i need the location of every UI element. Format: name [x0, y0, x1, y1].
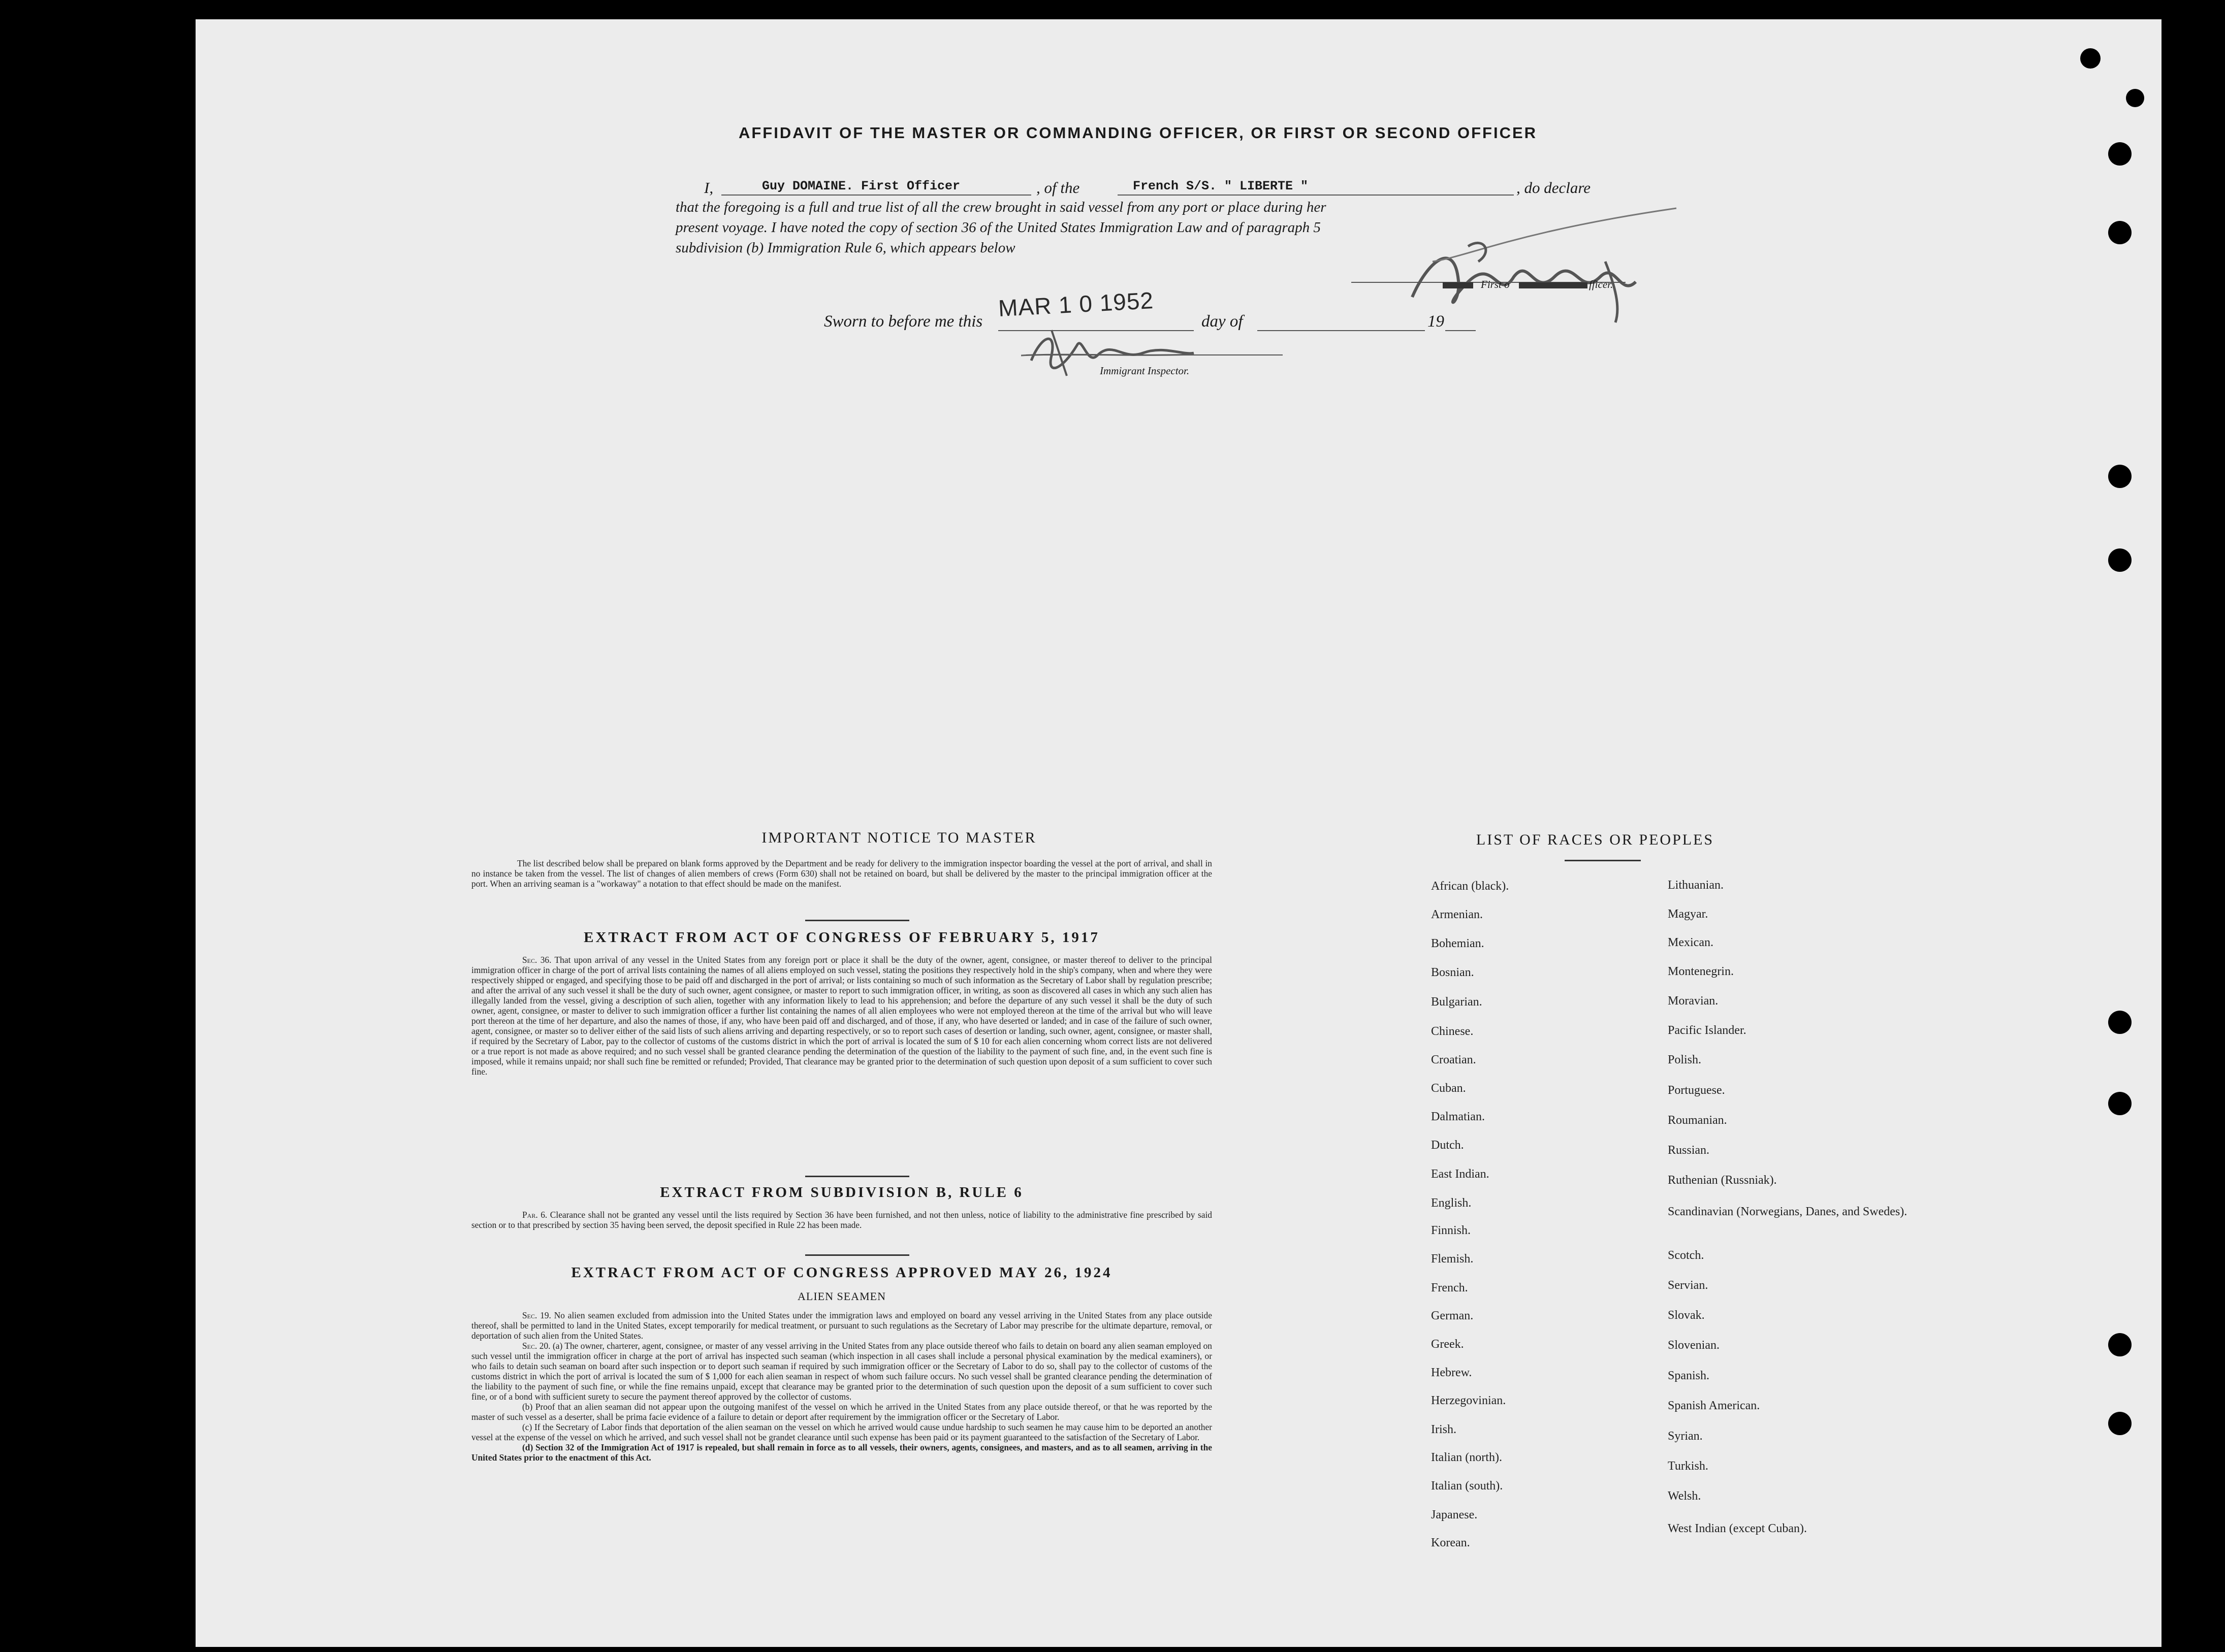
- vessel-name-field: French S/S. " LIBERTE ": [1133, 179, 1309, 193]
- race-item: Portuguese.: [1668, 1084, 1725, 1097]
- race-item: Spanish.: [1668, 1369, 1710, 1382]
- race-item: Slovenian.: [1668, 1339, 1720, 1352]
- extract-1917-title: EXTRACT FROM ACT OF CONGRESS OF FEBRUARY 5, 1917: [584, 929, 1100, 946]
- race-item: Bulgarian.: [1431, 995, 1482, 1009]
- race-item: Japanese.: [1431, 1508, 1478, 1521]
- punch-hole: [2080, 48, 2101, 69]
- race-item: Italian (north).: [1431, 1451, 1502, 1464]
- race-item: Magyar.: [1668, 908, 1708, 921]
- struck-text: [1443, 282, 1473, 288]
- paragraph-text: Clearance shall not be granted any vessel until the lists required by Section 36 have been furnished, and not then unless, notice of liability to the administrative fine prescribed by said section or to that prescribed by section 35 having been served, the deposit specified in Rule 22 has been made.: [471, 1210, 1212, 1230]
- race-item: Hebrew.: [1431, 1366, 1472, 1379]
- race-item: Scotch.: [1668, 1249, 1704, 1262]
- vessel-line: [1118, 195, 1514, 196]
- inspector-caption: Immigrant Inspector.: [1100, 365, 1190, 377]
- signature-caption-officer: fficer.: [1589, 278, 1613, 290]
- race-item: Polish.: [1668, 1053, 1702, 1066]
- extract-rule6-title: EXTRACT FROM SUBDIVISION B, RULE 6: [660, 1184, 1024, 1201]
- race-item: Armenian.: [1431, 908, 1483, 921]
- race-item: Scandinavian (Norwegians, Danes, and Swedes).: [1668, 1205, 1908, 1218]
- punch-hole: [2126, 89, 2144, 107]
- race-item: Servian.: [1668, 1279, 1708, 1292]
- section-20-label: Sec. 20.: [522, 1341, 551, 1351]
- race-item: Mexican.: [1668, 936, 1713, 949]
- race-item: Ruthenian (Russniak).: [1668, 1174, 1777, 1187]
- race-item: Spanish American.: [1668, 1399, 1760, 1412]
- race-item: Moravian.: [1668, 994, 1719, 1008]
- races-title: LIST OF RACES OR PEOPLES: [1476, 831, 1714, 848]
- day-of-text: day of: [1201, 312, 1243, 331]
- race-item: Cuban.: [1431, 1082, 1466, 1095]
- punch-hole: [2108, 1092, 2132, 1115]
- race-item: Korean.: [1431, 1536, 1470, 1549]
- race-item: Dutch.: [1431, 1139, 1464, 1152]
- race-item: Dalmatian.: [1431, 1110, 1485, 1123]
- affidavit-line-2: that the foregoing is a full and true list of all the crew brought in said vessel from any port or place during her: [676, 199, 1326, 215]
- extract-1917-body: [471, 955, 1212, 1077]
- race-item: Pacific Islander.: [1668, 1024, 1746, 1037]
- affidavit-line-3: present voyage. I have noted the copy of section 36 of the United States Immigration Law and of paragraph 5: [676, 219, 1321, 236]
- affidavit-i-prefix: I,: [704, 179, 714, 197]
- punch-hole: [2108, 548, 2132, 572]
- officer-name-field: Guy DOMAINE. First Officer: [762, 179, 961, 193]
- divider: [805, 920, 909, 921]
- extract-rule6-body: [471, 1210, 1212, 1230]
- race-item: Turkish.: [1668, 1460, 1708, 1473]
- extract-1924-title: EXTRACT FROM ACT OF CONGRESS APPROVED MAY 26, 1924: [571, 1265, 1112, 1281]
- month-line: [1257, 330, 1425, 331]
- race-item: Bohemian.: [1431, 937, 1484, 950]
- section-19-text: No alien seamen excluded from admission into the United States under the immigration laws and employed on board any vessel arriving in the United States from any place outside thereof, shall be permitted to land in the United States, except temporarily for medical treatment, or pursuant to such regulations as the Secretary of Labor may prescribe for the ultimate departure, removal, or deportation of such alien from the United States.: [471, 1310, 1212, 1341]
- clause-b: (b) Proof that an alien seaman did not appear upon the outgoing manifest of the vessel on which he arrived in the United States from any place outside thereof, or that he was reported by the master of such vessel as a deserter, shall be prima facie evidence of a failure to detain or deport after requirement by the immigration officer or the Secretary of Labor.: [471, 1402, 1212, 1422]
- punch-hole: [2108, 142, 2132, 166]
- section-text: That upon arrival of any vessel in the United States from any foreign port or place it shall be the duty of the owner, agent, consignee, or master thereof to deliver to the principal immigration officer in charge of the port of arrival lists containing the names of all aliens employed on such vessel, stating the positions they respectively hold in the ship's company, when and where they were respectively shipped or engaged, and specifying those to be paid off and discharged in the port of arrival; or lists containing so much of such information as the Secretary of Labor shall by regulation prescribe; and after the arrival of any such vessel it shall be the duty of such owner, agent consignee, or master to report to such immigration officer, in writing, as soon as discovered all cases in which any such alien has illegally landed from the vessel, giving a description of such alien, together with any information likely to lead to his apprehension; and before the departure of any such vessel it shall be the duty of such owner, agent, consignee, or master to deliver to such immigration officer a further list containing the names of all alien employees who were not employed thereon at the time of the arrival but who will leave port thereon at the time of her departure, and also the names of those, if any, who have been paid off and discharged, and of those, if any, who have deserted or landed; and in case of the failure of such owner, agent, consignee, or master so to deliver either of the said lists of such aliens arriving and departing respectively, or so to report such cases of desertion or landing, such owner, agent, consignee, or master shall, if required by the Secretary of Labor, pay to the collector of customs of the customs district in which the port of arrival is located the sum of $ 10 for each alien concerning whom correct lists are not delivered or a true report is not made as above required; and no such vessel shall be granted clearance pending the determination of the question of the liability to the payment of such fine, and, in the event such fine is imposed, while it remains unpaid; nor shall such fine be remitted or refunded; Provided, That clearance may be granted prior to the determination of such question upon deposit of a sum sufficient to cover such fine.: [471, 955, 1212, 1077]
- race-item: Slovak.: [1668, 1309, 1705, 1322]
- alien-seamen-subtitle: ALIEN SEAMEN: [798, 1290, 886, 1303]
- affidavit-line-4: subdivision (b) Immigration Rule 6, which appears below: [676, 240, 1015, 256]
- section-19-label: Sec. 19.: [522, 1310, 551, 1320]
- signature-caption-first: First o: [1481, 278, 1510, 290]
- race-item: African (black).: [1431, 880, 1509, 893]
- race-item: Flemish.: [1431, 1252, 1474, 1266]
- section-label: Sec. 36.: [522, 955, 552, 965]
- race-item: East Indian.: [1431, 1168, 1489, 1181]
- race-item: Russian.: [1668, 1144, 1710, 1157]
- race-item: Lithuanian.: [1668, 879, 1724, 892]
- divider: [805, 1254, 909, 1256]
- race-item: French.: [1431, 1281, 1468, 1294]
- race-item: Croatian.: [1431, 1053, 1476, 1066]
- race-item: Welsh.: [1668, 1489, 1701, 1503]
- affidavit-title: AFFIDAVIT OF THE MASTER OR COMMANDING OFFICER, OR FIRST OR SECOND OFFICER: [738, 124, 1538, 142]
- extract-1924-body: [471, 1310, 1212, 1463]
- notice-title: IMPORTANT NOTICE TO MASTER: [761, 829, 1037, 846]
- punch-hole: [2108, 1412, 2132, 1435]
- year-line: [1445, 330, 1476, 331]
- year-prefix: 19: [1427, 312, 1444, 331]
- race-item: Irish.: [1431, 1423, 1456, 1436]
- race-item: English.: [1431, 1196, 1472, 1210]
- race-item: Herzegovinian.: [1431, 1394, 1506, 1407]
- race-item: Bosnian.: [1431, 966, 1474, 979]
- section-20-text: (a) The owner, charterer, agent, consignee, or master of any vessel arriving in the United States from any place outside thereof who fails to detain on board any alien seaman employed on such vessel until the immigration officer in charge at the port of arrival has inspected such seaman (which inspection in all cases shall include a personal physical examination by the medical examiners), or who fails to detain such seaman on board after such inspection or to deport such seaman if required by such immigration officer or the Secretary of Labor to do so, shall pay to the collector of customs of the customs district in which the port of arrival is located the sum of $ 1,000 for each alien seaman in respect of whom such failure occurs. No such vessel shall be granted clearance pending the determination of the liability to the payment of such fine, or while the fine remains unpaid, except that clearance may be granted prior to the determination of such question upon the deposit of a sum sufficient to cover such fine, or of a bond with sufficient surety to secure the payment thereof approved by the collector of customs.: [471, 1341, 1212, 1402]
- do-declare-text: , do declare: [1516, 179, 1591, 197]
- race-item: Finnish.: [1431, 1224, 1471, 1237]
- name-line: [721, 195, 1031, 196]
- inspector-line: [1026, 354, 1283, 355]
- clause-d: (d) Section 32 of the Immigration Act of 1917 is repealed, but shall remain in force as to all vessels, their owners, agents, consignees, and masters, and as to all seamen, arriving in the United States prior to the enactment of this Act.: [471, 1442, 1212, 1463]
- sworn-text: Sworn to before me this: [824, 312, 983, 331]
- race-item: West Indian (except Cuban).: [1668, 1522, 1807, 1535]
- race-item: Syrian.: [1668, 1430, 1703, 1443]
- punch-hole: [2108, 1011, 2132, 1034]
- divider: [1565, 860, 1641, 861]
- race-item: Montenegrin.: [1668, 965, 1734, 978]
- race-item: German.: [1431, 1309, 1474, 1322]
- race-item: Roumanian.: [1668, 1114, 1727, 1127]
- of-the-text: , of the: [1036, 179, 1080, 197]
- race-item: Italian (south).: [1431, 1479, 1503, 1493]
- struck-text: [1519, 282, 1587, 288]
- divider: [805, 1176, 909, 1177]
- clause-c: (c) If the Secretary of Labor finds that deportation of the alien seaman on the vessel on which he arrived would cause undue hardship to such seamen he may cause him to be deported an another vessel at the expense of the vessel on which he arrived, and such vessel shall not be grandet clearance until such expense has been paid or its payment guaranteed to the satisfaction of the Secretary of Labor.: [471, 1422, 1212, 1442]
- date-stamp: MAR 1 0 1952: [997, 287, 1155, 321]
- race-item: Chinese.: [1431, 1025, 1474, 1038]
- punch-hole: [2108, 221, 2132, 244]
- race-item: Greek.: [1431, 1338, 1464, 1351]
- punch-hole: [2108, 465, 2132, 488]
- paragraph-label: Par. 6.: [522, 1210, 548, 1220]
- notice-body: The list described below shall be prepared on blank forms approved by the Department and be ready for delivery to the immigration inspector boarding the vessel at the port of arrival, and shall in no instance be taken from the vessel. The list of changes of alien members of crews (Form 630) shall not be retained on board, but shall be delivered by the master to the principal immigration officer at the port. When an arriving seaman is a "workaway" a notation to that effect should be made on the manifest.: [471, 858, 1212, 889]
- punch-hole: [2108, 1333, 2132, 1356]
